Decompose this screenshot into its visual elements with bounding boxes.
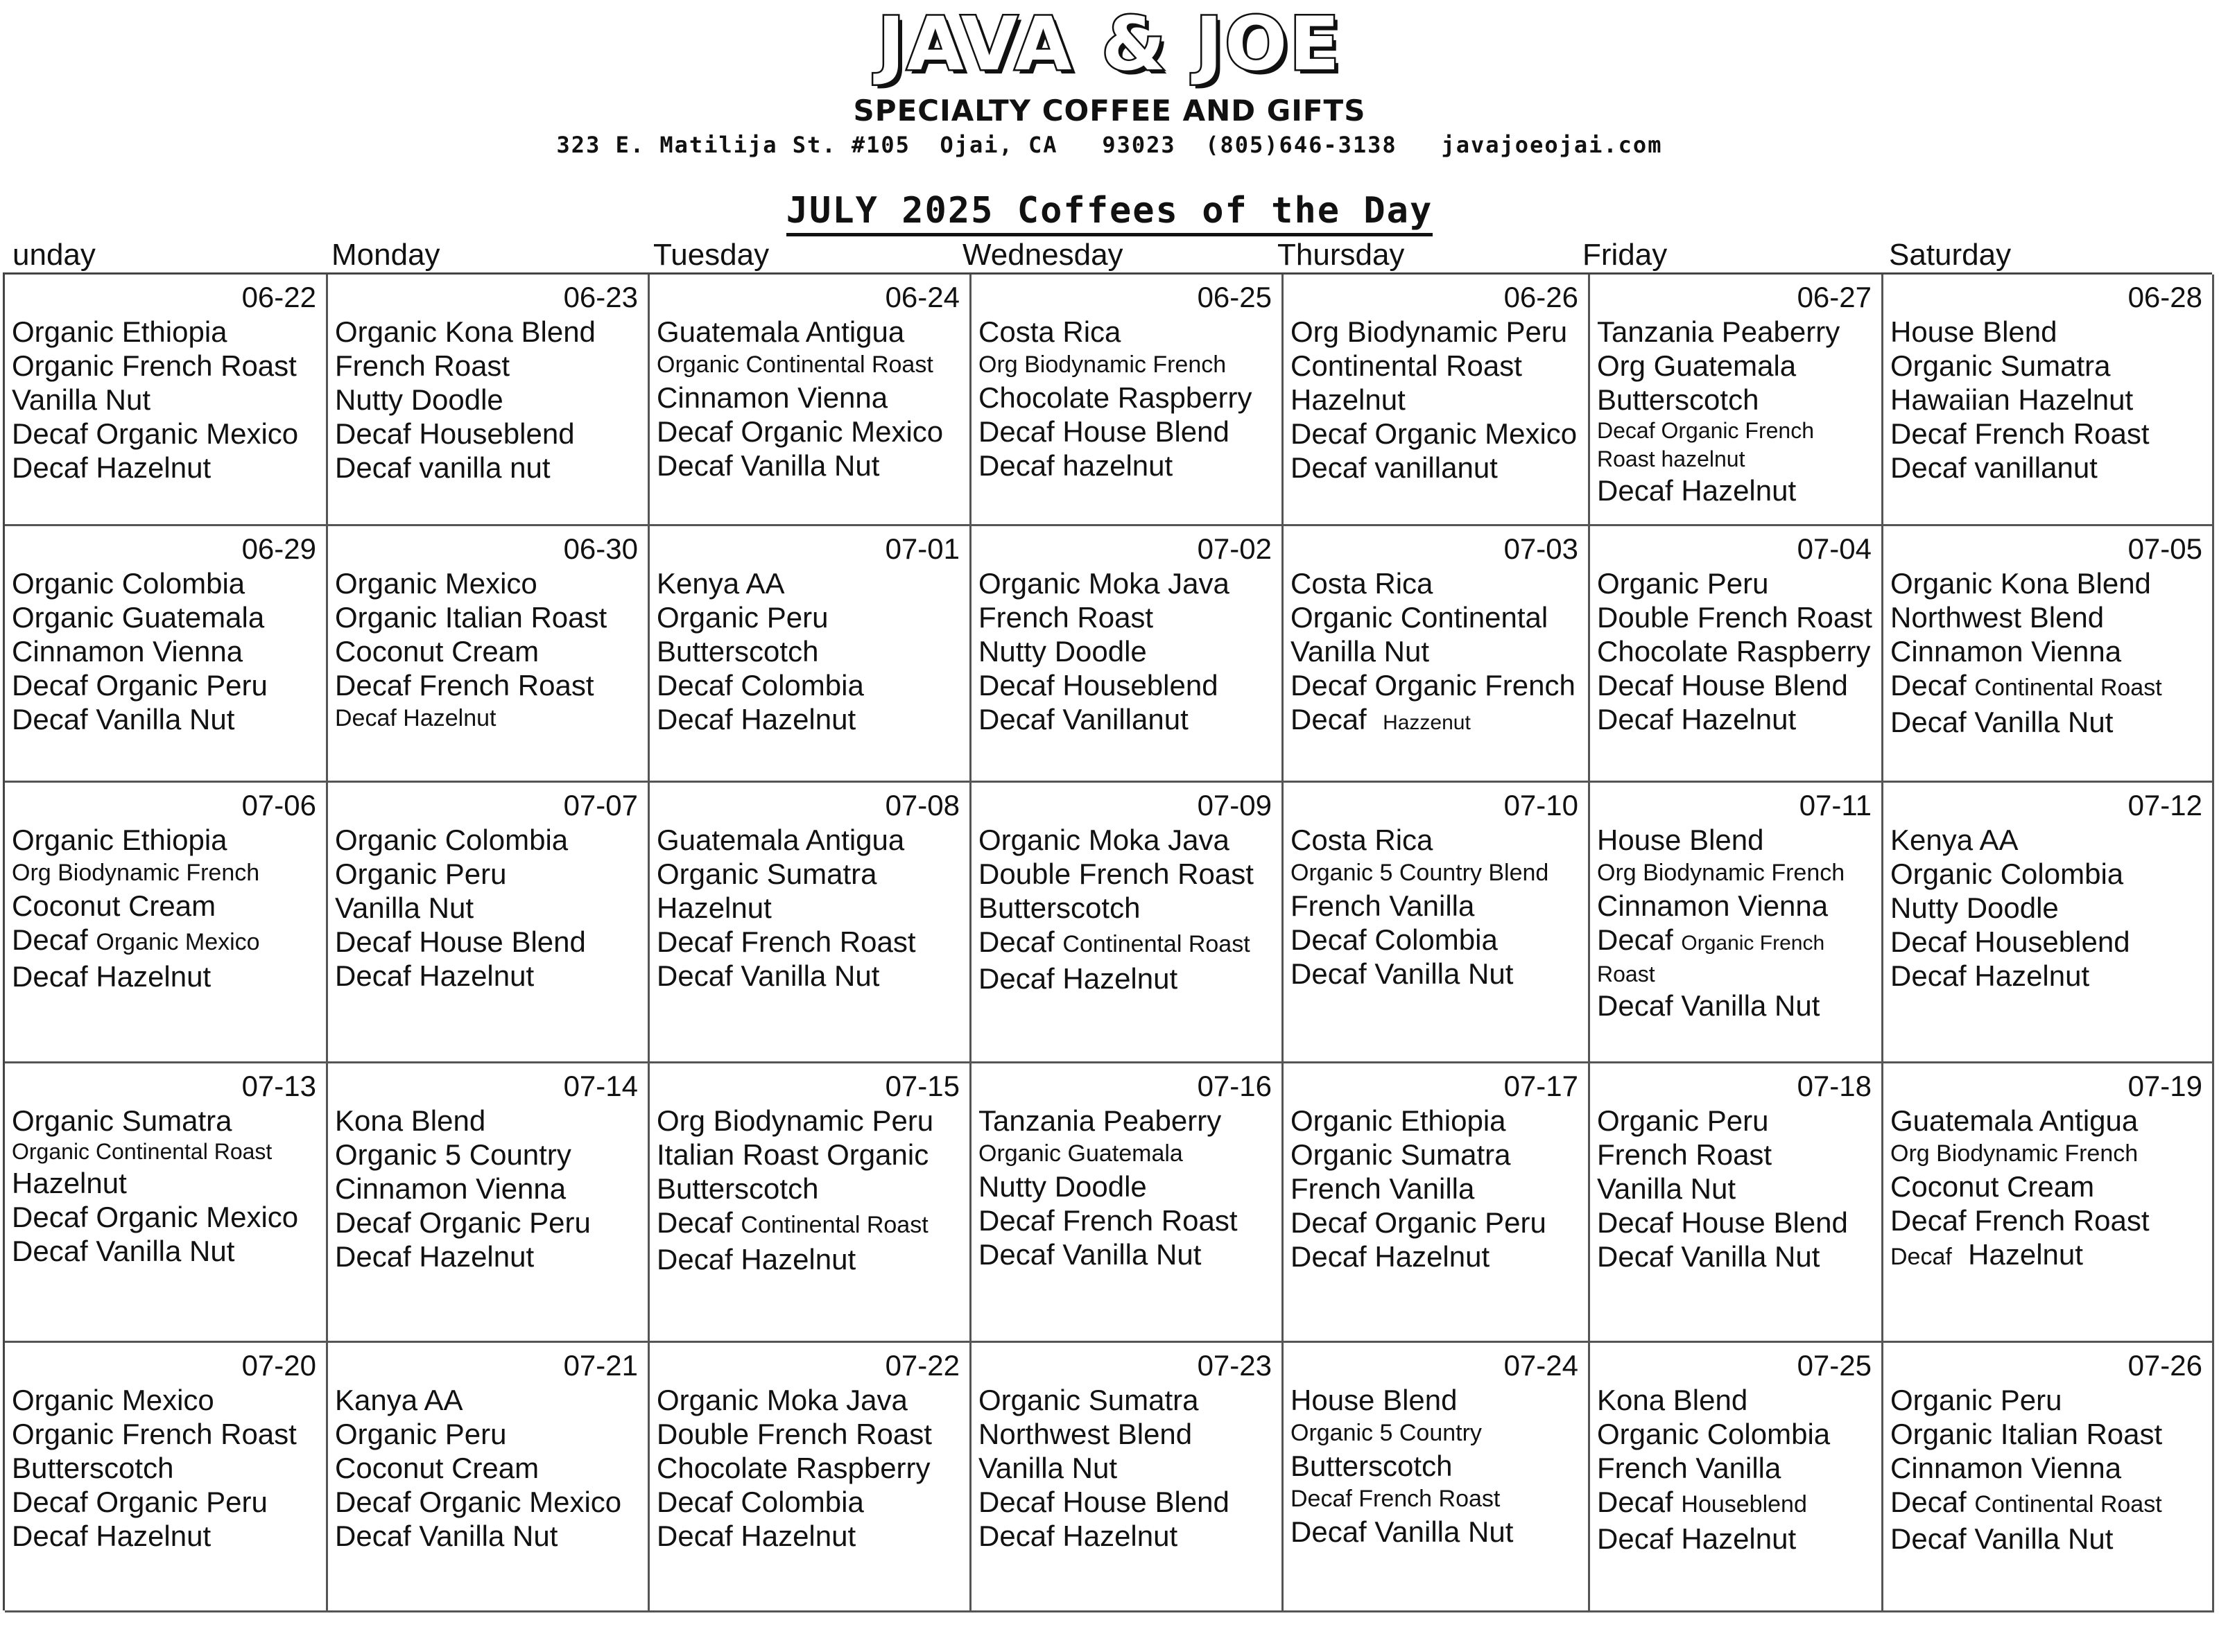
coffee-line: Coconut Cream bbox=[12, 889, 216, 922]
coffee-line: Decaf Organic Peru bbox=[12, 1486, 268, 1518]
coffee-line: Vanilla Nut bbox=[335, 892, 474, 924]
coffee-line: Decaf Vanilla Nut bbox=[1890, 1522, 2114, 1555]
coffee-line: Decaf Hazelnut bbox=[1597, 474, 1797, 507]
day-cell bbox=[1883, 783, 2214, 1063]
coffee-name: Continental Roast bbox=[1062, 931, 1250, 957]
day-cell bbox=[972, 526, 1284, 783]
coffee-line: Decaf French Roast bbox=[1890, 1204, 2150, 1237]
coffee-line: Organic Colombia bbox=[335, 824, 569, 856]
day-date: 07-15 bbox=[885, 1070, 960, 1102]
coffee-line: Decaf Hazelnut bbox=[1290, 1240, 1490, 1273]
coffee-line: Chocolate Raspberry bbox=[657, 1452, 931, 1484]
page-title-text: JULY 2025 Coffees of the Day bbox=[786, 190, 1433, 236]
coffee-line: Roast bbox=[1597, 962, 1655, 986]
coffee-line: Decaf vanillanut bbox=[1890, 451, 2098, 484]
day-date: 07-14 bbox=[563, 1070, 638, 1102]
day-date: 07-04 bbox=[1797, 532, 1872, 565]
coffee-name: Continental Roast bbox=[741, 1212, 929, 1238]
coffee-line: Costa Rica bbox=[1290, 824, 1433, 856]
coffee-line: Organic Moka Java bbox=[657, 1384, 908, 1416]
decaf-prefix: Decaf bbox=[1890, 1244, 1952, 1270]
day-cell bbox=[1590, 783, 1883, 1063]
coffee-line: Org Biodynamic French bbox=[978, 351, 1227, 378]
coffee-line bbox=[978, 925, 1275, 962]
coffee-line: Vanilla Nut bbox=[1290, 635, 1429, 668]
day-cell bbox=[972, 783, 1284, 1063]
coffee-line: Organic Continental bbox=[1290, 601, 1548, 634]
coffee-line: Butterscotch bbox=[657, 635, 819, 668]
coffee-line: French Roast bbox=[335, 349, 510, 382]
day-cell bbox=[5, 1343, 328, 1612]
day-date: 07-21 bbox=[563, 1349, 638, 1382]
coffee-line: Hazelnut bbox=[1290, 383, 1406, 416]
coffee-line: Kona Blend bbox=[335, 1104, 486, 1137]
day-cell bbox=[1284, 1063, 1590, 1343]
decaf-prefix: Decaf bbox=[657, 1206, 733, 1239]
coffee-line: Kanya AA bbox=[335, 1384, 463, 1416]
day-date: 07-26 bbox=[2127, 1349, 2202, 1382]
coffee-line: Chocolate Raspberry bbox=[978, 381, 1252, 414]
coffee-line: Organic Peru bbox=[657, 601, 829, 634]
coffee-line: Decaf Organic Mexico bbox=[335, 1486, 622, 1518]
day-cell bbox=[328, 1343, 650, 1612]
day-cell bbox=[5, 1063, 328, 1343]
day-cell bbox=[972, 1063, 1284, 1343]
coffee-line: Tanzania Peaberry bbox=[978, 1104, 1222, 1137]
day-date: 07-03 bbox=[1503, 532, 1578, 565]
day-date: 07-16 bbox=[1197, 1070, 1272, 1102]
day-cell bbox=[328, 526, 650, 783]
coffee-line: French Roast bbox=[978, 601, 1154, 634]
coffee-line: Organic Continental Roast bbox=[12, 1139, 273, 1164]
day-date: 07-18 bbox=[1797, 1070, 1872, 1102]
weekday-saturday: Saturday bbox=[1889, 238, 2012, 272]
coffee-line: Organic Moka Java bbox=[978, 824, 1229, 856]
coffee-line: Organic Mexico bbox=[335, 567, 537, 600]
coffee-line: Decaf vanilla nut bbox=[335, 451, 551, 484]
day-date: 06-24 bbox=[885, 281, 960, 313]
day-date: 07-06 bbox=[241, 789, 316, 821]
coffee-line: Organic 5 Country bbox=[1290, 1420, 1482, 1446]
day-date: 07-20 bbox=[241, 1349, 316, 1382]
coffee-line bbox=[1597, 1485, 1874, 1522]
coffee-line: Hazelnut bbox=[12, 1167, 127, 1199]
coffee-name: Hazelnut bbox=[1968, 1238, 2083, 1271]
coffee-line: Tanzania Peaberry bbox=[1597, 315, 1840, 348]
coffee-line: Decaf Hazelnut bbox=[335, 959, 535, 992]
day-cell bbox=[1590, 1063, 1883, 1343]
coffee-line: Decaf Hazelnut bbox=[1597, 1522, 1797, 1555]
coffee-line: Kona Blend bbox=[1597, 1384, 1748, 1416]
coffee-line: Org Biodynamic Peru bbox=[1290, 315, 1568, 348]
day-date: 07-19 bbox=[2127, 1070, 2202, 1102]
coffee-line: Decaf Organic French bbox=[1597, 418, 1815, 443]
coffee-line: Butterscotch bbox=[1597, 383, 1759, 416]
coffee-line: Decaf French Roast bbox=[1290, 1486, 1501, 1512]
day-cell bbox=[5, 526, 328, 783]
coffee-line: Cinnamon Vienna bbox=[1890, 635, 2122, 668]
day-cell bbox=[1883, 1343, 2214, 1612]
coffee-line: Coconut Cream bbox=[335, 635, 539, 668]
calendar-grid bbox=[3, 272, 2212, 1610]
day-cell bbox=[1590, 526, 1883, 783]
coffee-line: Org Guatemala bbox=[1597, 349, 1797, 382]
coffee-line: Org Biodynamic French bbox=[1597, 860, 1845, 886]
coffee-line: Organic Ethiopia bbox=[12, 315, 227, 348]
day-date: 07-11 bbox=[1799, 789, 1872, 821]
coffee-line: Hazelnut bbox=[657, 892, 772, 924]
coffee-line: Decaf Colombia bbox=[1290, 923, 1498, 956]
day-date: 06-28 bbox=[2127, 281, 2202, 313]
day-cell bbox=[1883, 1063, 2214, 1343]
coffee-line: Decaf Organic Mexico bbox=[657, 415, 944, 448]
coffee-line: Decaf Houseblend bbox=[1890, 925, 2130, 958]
coffee-line: Decaf Hazelnut bbox=[657, 1243, 856, 1276]
decaf-prefix: Decaf bbox=[1890, 669, 1967, 702]
coffee-line: Decaf Colombia bbox=[657, 669, 864, 702]
decaf-prefix: Decaf bbox=[1597, 923, 1673, 956]
coffee-name: Organic Mexico bbox=[96, 929, 260, 955]
coffee-line: Decaf Hazelnut bbox=[657, 1520, 856, 1552]
coffee-line: Decaf Hazelnut bbox=[12, 960, 211, 993]
brand-logo: JAVA & JOE bbox=[877, 1, 1342, 87]
coffee-name: Hazzenut bbox=[1383, 711, 1471, 734]
day-cell bbox=[972, 1343, 1284, 1612]
day-cell bbox=[650, 526, 972, 783]
coffee-line: Decaf House Blend bbox=[978, 1486, 1229, 1518]
coffee-line: Decaf Hazelnut bbox=[335, 705, 497, 731]
coffee-line: Decaf Organic Peru bbox=[335, 1206, 591, 1239]
coffee-line: Organic Kona Blend bbox=[1890, 567, 2151, 600]
coffee-line bbox=[1290, 702, 1581, 740]
page-title bbox=[0, 189, 2219, 233]
coffee-line: Coconut Cream bbox=[335, 1452, 539, 1484]
coffee-line: Decaf Houseblend bbox=[335, 417, 575, 450]
day-date: 07-17 bbox=[1503, 1070, 1578, 1102]
coffee-line: Organic Sumatra bbox=[1290, 1138, 1511, 1171]
coffee-line: Decaf Vanilla Nut bbox=[1890, 706, 2114, 738]
coffee-line bbox=[12, 923, 319, 959]
coffee-line: Organic 5 Country bbox=[335, 1138, 571, 1171]
coffee-line: Vanilla Nut bbox=[12, 383, 150, 416]
coffee-line: Decaf Vanilla Nut bbox=[1597, 1240, 1820, 1273]
coffee-line bbox=[657, 1206, 962, 1242]
coffee-line: Decaf Organic Mexico bbox=[12, 1201, 299, 1233]
day-date: 07-02 bbox=[1197, 532, 1272, 565]
day-date: 07-08 bbox=[885, 789, 960, 821]
day-cell bbox=[650, 1343, 972, 1612]
day-date: 07-24 bbox=[1503, 1349, 1578, 1382]
day-date: 07-10 bbox=[1503, 789, 1578, 821]
day-date: 07-09 bbox=[1197, 789, 1272, 821]
coffee-line: Decaf French Roast bbox=[978, 1204, 1238, 1237]
day-cell bbox=[650, 783, 972, 1063]
coffee-line: Decaf Vanilla Nut bbox=[1597, 989, 1820, 1022]
coffee-line: Roast hazelnut bbox=[1597, 446, 1745, 471]
coffee-line: House Blend bbox=[1290, 1384, 1458, 1416]
coffee-line: Decaf hazelnut bbox=[978, 449, 1173, 482]
day-cell bbox=[1284, 526, 1590, 783]
coffee-line: Decaf French Roast bbox=[1890, 417, 2150, 450]
decaf-prefix: Decaf bbox=[12, 923, 88, 956]
day-cell bbox=[1883, 526, 2214, 783]
coffee-line: Decaf Hazelnut bbox=[1890, 959, 2090, 992]
coffee-line: Decaf vanillanut bbox=[1290, 451, 1498, 484]
coffee-line: Cinnamon Vienna bbox=[1890, 1452, 2122, 1484]
day-cell bbox=[1590, 1343, 1883, 1612]
coffee-line: Decaf French Roast bbox=[335, 669, 594, 702]
coffee-line: House Blend bbox=[1890, 315, 2057, 348]
coffee-line: Organic Italian Roast bbox=[1890, 1418, 2163, 1450]
coffee-line bbox=[1890, 1485, 2205, 1522]
coffee-line: Cinnamon Vienna bbox=[1597, 889, 1829, 922]
coffee-line: Nutty Doodle bbox=[1890, 892, 2059, 924]
coffee-line bbox=[1890, 668, 2205, 705]
day-cell bbox=[328, 1063, 650, 1343]
coffee-line: Decaf Vanilla Nut bbox=[1290, 957, 1514, 990]
coffee-name: Organic French bbox=[1681, 932, 1825, 955]
day-cell bbox=[5, 783, 328, 1063]
coffee-line: Decaf Hazelnut bbox=[1597, 703, 1797, 736]
coffee-line: Decaf Organic Peru bbox=[12, 669, 268, 702]
coffee-line: Continental Roast bbox=[1290, 349, 1522, 382]
coffee-line: Double French Roast bbox=[657, 1418, 932, 1450]
day-date: 07-23 bbox=[1197, 1349, 1272, 1382]
day-date: 06-23 bbox=[563, 281, 638, 313]
day-date: 06-25 bbox=[1197, 281, 1272, 313]
coffee-line: House Blend bbox=[1597, 824, 1764, 856]
coffee-line: Kenya AA bbox=[657, 567, 785, 600]
coffee-line: Decaf Organic French bbox=[1290, 669, 1575, 702]
coffee-line: Guatemala Antigua bbox=[1890, 1104, 2139, 1137]
coffee-line: Northwest Blend bbox=[1890, 601, 2105, 634]
coffee-line: Nutty Doodle bbox=[335, 383, 503, 416]
weekday-sunday: unday bbox=[12, 238, 96, 272]
coffee-line: Organic Peru bbox=[335, 1418, 507, 1450]
day-cell bbox=[1590, 275, 1883, 526]
day-cell bbox=[1883, 275, 2214, 526]
day-date: 06-22 bbox=[241, 281, 316, 313]
coffee-line: Decaf Houseblend bbox=[978, 669, 1218, 702]
decaf-prefix: Decaf bbox=[1890, 1486, 1967, 1518]
coffee-line: Decaf French Roast bbox=[657, 925, 916, 958]
day-date: 06-26 bbox=[1503, 281, 1578, 313]
coffee-line: Cinnamon Vienna bbox=[335, 1172, 567, 1205]
day-date: 07-25 bbox=[1797, 1349, 1872, 1382]
coffee-line: Decaf House Blend bbox=[978, 415, 1229, 448]
day-date: 07-05 bbox=[2127, 532, 2202, 565]
coffee-line: Organic Peru bbox=[1597, 1104, 1769, 1137]
coffee-line: Decaf Organic Peru bbox=[1290, 1206, 1546, 1239]
coffee-line: Organic 5 Country Blend bbox=[1290, 860, 1549, 886]
coffee-line: Double French Roast bbox=[978, 858, 1254, 890]
coffee-line: Butterscotch bbox=[657, 1172, 819, 1205]
coffee-line: Decaf Vanilla Nut bbox=[657, 959, 880, 992]
day-cell bbox=[1284, 1343, 1590, 1612]
coffee-line: Cinnamon Vienna bbox=[12, 635, 243, 668]
coffee-line: Decaf Vanillanut bbox=[978, 703, 1189, 736]
day-date: 06-29 bbox=[241, 532, 316, 565]
coffee-line: Decaf Vanilla Nut bbox=[978, 1238, 1202, 1271]
coffee-line: Organic Peru bbox=[1597, 567, 1769, 600]
coffee-line: Organic Colombia bbox=[1597, 1418, 1831, 1450]
coffee-line: Org Biodynamic Peru bbox=[657, 1104, 934, 1137]
coffee-line: Organic Sumatra bbox=[657, 858, 877, 890]
coffee-line: Vanilla Nut bbox=[978, 1452, 1117, 1484]
weekday-friday: Friday bbox=[1582, 238, 1668, 272]
day-cell bbox=[328, 783, 650, 1063]
coffee-line: Costa Rica bbox=[978, 315, 1121, 348]
day-date: 07-07 bbox=[563, 789, 638, 821]
coffee-line: Vanilla Nut bbox=[1597, 1172, 1736, 1205]
coffee-line: Organic Sumatra bbox=[12, 1104, 232, 1137]
weekday-monday: Monday bbox=[331, 238, 440, 272]
day-date: 07-12 bbox=[2127, 789, 2202, 821]
coffee-line: French Vanilla bbox=[1597, 1452, 1781, 1484]
decaf-prefix: Decaf bbox=[1290, 703, 1367, 736]
coffee-line: Decaf Hazelnut bbox=[12, 451, 211, 484]
coffee-line: Org Biodynamic French bbox=[12, 860, 260, 886]
coffee-line: Organic Sumatra bbox=[1890, 349, 2111, 382]
day-cell bbox=[650, 275, 972, 526]
coffee-line: Decaf House Blend bbox=[1597, 669, 1848, 702]
coffee-line: Organic Ethiopia bbox=[1290, 1104, 1506, 1137]
coffee-line: Decaf Vanilla Nut bbox=[657, 449, 880, 482]
weekday-wednesday: Wednesday bbox=[962, 238, 1123, 272]
coffee-line: Organic Kona Blend bbox=[335, 315, 596, 348]
coffee-line: Organic Guatemala bbox=[12, 601, 265, 634]
day-date: 07-01 bbox=[885, 532, 960, 565]
coffee-line: Organic Peru bbox=[335, 858, 507, 890]
coffee-line: Decaf Organic Mexico bbox=[1290, 417, 1578, 450]
coffee-line: Organic Colombia bbox=[1890, 858, 2124, 890]
coffee-line: Organic Mexico bbox=[12, 1384, 214, 1416]
coffee-line: Organic French Roast bbox=[12, 1418, 297, 1450]
coffee-line: Decaf Vanilla Nut bbox=[12, 1235, 235, 1267]
tagline: SPECIALTY COFFEE AND GIFTS bbox=[853, 94, 1366, 128]
weekday-tuesday: Tuesday bbox=[653, 238, 770, 272]
store-address: 323 E. Matilija St. #105 Ojai, CA 93023 (805)646-3138 javajoeojai.com bbox=[556, 132, 1663, 158]
weekday-thursday: Thursday bbox=[1277, 238, 1405, 272]
coffee-line: Decaf Hazelnut bbox=[978, 962, 1178, 995]
coffee-line: Organic French Roast bbox=[12, 349, 297, 382]
decaf-prefix: Decaf bbox=[1597, 1486, 1673, 1518]
coffee-line: Decaf House Blend bbox=[335, 925, 586, 958]
coffee-line: Italian Roast Organic bbox=[657, 1138, 929, 1171]
coffee-line bbox=[1890, 1237, 2205, 1274]
day-cell bbox=[328, 275, 650, 526]
coffee-line: Organic Colombia bbox=[12, 567, 245, 600]
coffee-line: Guatemala Antigua bbox=[657, 315, 905, 348]
coffee-line: Decaf Hazelnut bbox=[335, 1240, 535, 1273]
coffee-line: Organic Peru bbox=[1890, 1384, 2062, 1416]
day-cell bbox=[5, 275, 328, 526]
coffee-line: Decaf Vanilla Nut bbox=[335, 1520, 558, 1552]
coffee-line bbox=[1597, 923, 1874, 960]
day-cell bbox=[1284, 783, 1590, 1063]
coffee-line: Guatemala Antigua bbox=[657, 824, 905, 856]
day-cell bbox=[972, 275, 1284, 526]
coffee-line: Decaf Hazelnut bbox=[978, 1520, 1178, 1552]
day-cell bbox=[650, 1063, 972, 1343]
coffee-line: Organic Italian Roast bbox=[335, 601, 607, 634]
coffee-line: Decaf Hazelnut bbox=[657, 703, 856, 736]
day-date: 06-27 bbox=[1797, 281, 1872, 313]
coffee-line: Organic Moka Java bbox=[978, 567, 1229, 600]
coffee-name: Continental Roast bbox=[1974, 675, 2162, 701]
coffee-line: Organic Ethiopia bbox=[12, 824, 227, 856]
coffee-line: Butterscotch bbox=[978, 892, 1141, 924]
coffee-line: French Vanilla bbox=[1290, 1172, 1475, 1205]
coffee-line: Northwest Blend bbox=[978, 1418, 1193, 1450]
coffee-line: Decaf Hazelnut bbox=[12, 1520, 211, 1552]
day-date: 07-13 bbox=[241, 1070, 316, 1102]
coffee-line: Nutty Doodle bbox=[978, 1170, 1147, 1203]
coffee-line: Coconut Cream bbox=[1890, 1170, 2095, 1203]
coffee-line: French Roast bbox=[1597, 1138, 1772, 1171]
coffee-name: Continental Roast bbox=[1974, 1491, 2162, 1518]
coffee-line: Double French Roast bbox=[1597, 601, 1872, 634]
coffee-line: French Vanilla bbox=[1290, 889, 1475, 922]
coffee-line: Nutty Doodle bbox=[978, 635, 1147, 668]
day-cell bbox=[1284, 275, 1590, 526]
day-date: 07-22 bbox=[885, 1349, 960, 1382]
coffee-line: Butterscotch bbox=[12, 1452, 174, 1484]
coffee-line: Org Biodynamic French bbox=[1890, 1140, 2139, 1167]
coffee-line: Decaf Colombia bbox=[657, 1486, 864, 1518]
coffee-line: Cinnamon Vienna bbox=[657, 381, 888, 414]
coffee-line: Decaf Vanilla Nut bbox=[1290, 1515, 1514, 1548]
decaf-prefix: Decaf bbox=[978, 925, 1055, 958]
coffee-name: Houseblend bbox=[1681, 1491, 1807, 1518]
coffee-line: Decaf House Blend bbox=[1597, 1206, 1848, 1239]
coffee-line: Organic Continental Roast bbox=[657, 351, 933, 378]
coffee-line: Hawaiian Hazelnut bbox=[1890, 383, 2134, 416]
coffee-line: Decaf Vanilla Nut bbox=[12, 703, 235, 736]
coffee-line: Butterscotch bbox=[1290, 1450, 1453, 1482]
coffee-line: Chocolate Raspberry bbox=[1597, 635, 1871, 668]
day-date: 06-30 bbox=[563, 532, 638, 565]
coffee-line: Organic Sumatra bbox=[978, 1384, 1199, 1416]
coffee-line: Costa Rica bbox=[1290, 567, 1433, 600]
coffee-line: Decaf Organic Mexico bbox=[12, 417, 299, 450]
coffee-line: Organic Guatemala bbox=[978, 1140, 1183, 1167]
coffee-line: Kenya AA bbox=[1890, 824, 2019, 856]
